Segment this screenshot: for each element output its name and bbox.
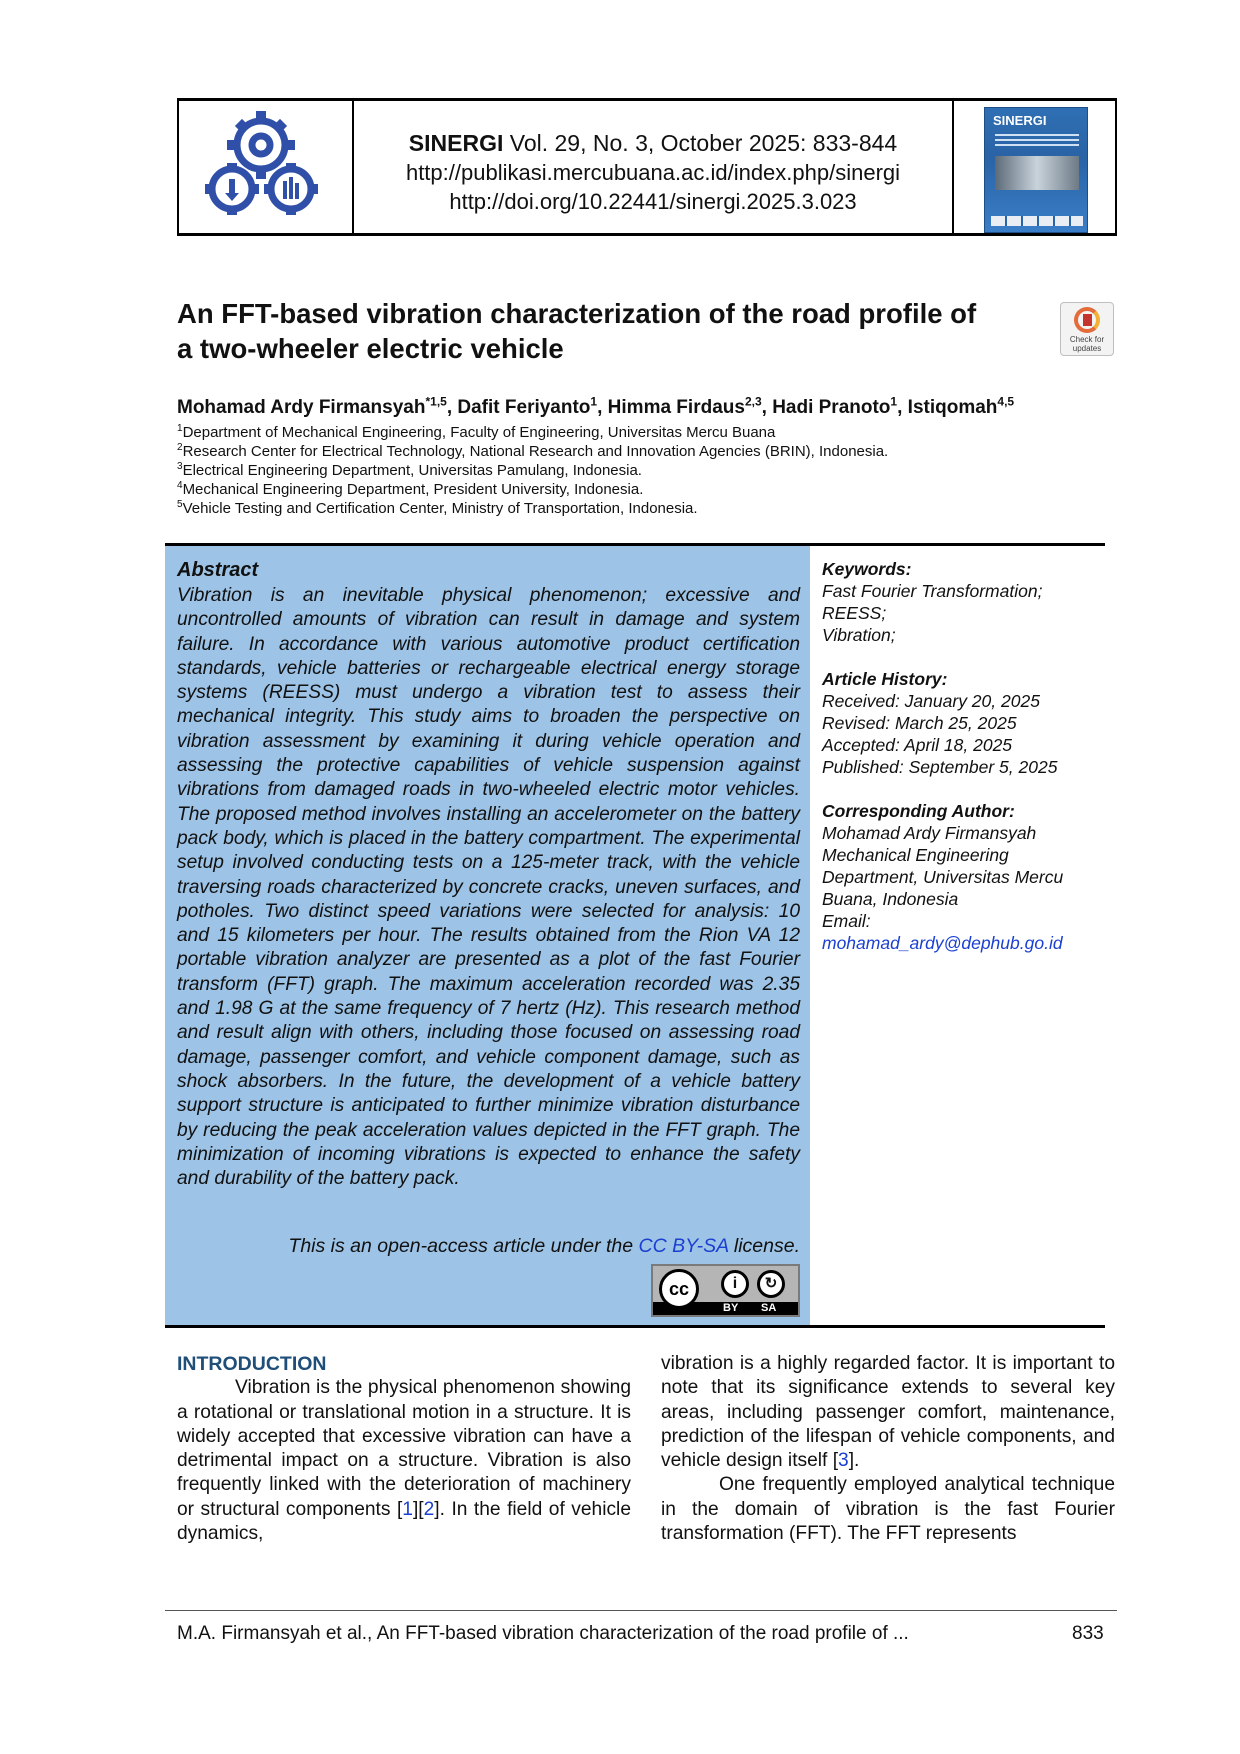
author-separator: , xyxy=(597,397,608,418)
author-name: Mohamad Ardy Firmansyah xyxy=(177,397,426,418)
abstract-text: Vibration is an inevitable physical phenomenon; excessive and uncontrolled amounts of vibration can result in damage and system failure. In accordance with various automotive product certification standards, vehicle batteries or rechargeable electrical energy storage systems (REESS) must undergo a vibration test to assess their mechanical integrity. This study aims to broaden the perspective on vibration assessment by examining it during vehicle operation and assessing the protective capabilities of vehicle suspension against vibrations from damaged roads in two-wheeled electric motor vehicles. The proposed method involves installing an accelerometer on the battery pack body, which is placed in the battery compartment. The experimental setup involved conducting tests on a 125-meter track, with the vehicle traversing roads characterized by concrete cracks, uneven surfaces, and potholes. Two distinct speed variations were selected for analysis: 10 and 15 kilometers per hour. The results obtained from the Rion VA 12 portable vibration analyzer are presented as a plot of the fast Fourier transform (FFT) graph. The maximum acceleration recorded was 2.35 and 1.98 G at the same frequency of 7 hertz (Hz). This research method and result align with others, including those focused on assessing road damage, passenger comfort, and vehicle component damage, such as shock absorbers. In the future, the development of a vehicle battery support structure is anticipated to further minimize vibration disturbance by reducing the peak acceleration values depicted in the FFT graph. The minimization of incoming vibrations is expected to enhance the safety and durability of the battery pack. xyxy=(177,585,800,1190)
author-name: Hadi Pranoto xyxy=(772,397,891,418)
journal-issue: Vol. 29, No. 3, October 2025: 833-844 xyxy=(509,130,898,156)
footer-citation: M.A. Firmansyah et al., An FFT-based vibration characterization of the road profile of ... xyxy=(177,1623,909,1644)
check-updates-line-1: Check for xyxy=(1069,335,1105,344)
intro-heading: INTRODUCTION xyxy=(177,1353,327,1375)
email-link[interactable]: mohamad_ardy@dephub.go.id xyxy=(822,933,1063,953)
paper-title xyxy=(177,296,1057,366)
affiliation-item xyxy=(177,461,1117,480)
author-separator: , xyxy=(897,397,908,418)
reference-link[interactable]: 2 xyxy=(423,1498,435,1520)
keyword-item: REESS; xyxy=(822,603,887,623)
affiliation-text: Mechanical Engineering Department, President University, Indonesia. xyxy=(182,481,644,498)
keywords-section xyxy=(822,558,1112,646)
history-accepted: Accepted: April 18, 2025 xyxy=(822,735,1013,755)
affiliation-list xyxy=(177,423,1117,518)
history-published: Published: September 5, 2025 xyxy=(822,757,1058,777)
corr-heading: Corresponding Author: xyxy=(822,801,1015,821)
keyword-item: Vibration; xyxy=(822,625,896,645)
corr-line: Department, Universitas Mercu xyxy=(822,867,1064,887)
badge-by-label: BY xyxy=(723,1302,739,1314)
author-list xyxy=(177,396,1117,420)
journal-cover-cell xyxy=(952,101,1117,233)
affiliation-number: 1 xyxy=(177,423,183,434)
author-separator: , xyxy=(446,397,458,418)
footer-rule xyxy=(165,1610,1117,1611)
abstract-bottom-rule xyxy=(165,1325,1105,1328)
page-number: 833 xyxy=(1072,1623,1104,1644)
keywords-heading: Keywords: xyxy=(822,559,912,579)
corr-line: Mohamad Ardy Firmansyah xyxy=(822,823,1037,843)
license-pre: This is an open-access article under the xyxy=(288,1235,639,1257)
affiliation-number: 2 xyxy=(177,442,183,453)
author-name: Himma Firdaus xyxy=(607,397,745,418)
author-affiliation-marker: 1 xyxy=(890,394,898,409)
keyword-item: Fast Fourier Transformation; xyxy=(822,581,1043,601)
gears-logo-icon xyxy=(199,109,339,227)
abstract-heading: Abstract xyxy=(177,559,259,581)
author-name: Istiqomah xyxy=(907,397,998,418)
license-link[interactable]: CC BY-SA xyxy=(638,1235,729,1257)
author-affiliation-marker: 4,5 xyxy=(997,394,1015,409)
title-line-1: An FFT-based vibration characterization of the road profile of xyxy=(177,298,977,329)
affiliation-number: 3 xyxy=(177,461,183,472)
article-history-section xyxy=(822,668,1112,778)
check-updates-line-2: updates xyxy=(1072,344,1102,353)
intro-paragraph xyxy=(661,1352,1115,1473)
author-affiliation-marker: 2,3 xyxy=(744,394,762,409)
cover-title: SINERGI xyxy=(993,113,1047,128)
journal-doi[interactable]: http://doi.org/10.22441/sinergi.2025.3.023 xyxy=(449,189,857,214)
affiliation-item xyxy=(177,442,1117,461)
history-revised: Revised: March 25, 2025 xyxy=(822,713,1017,733)
affiliation-number: 4 xyxy=(177,480,183,491)
email-label: Email: xyxy=(822,911,871,931)
history-heading: Article History: xyxy=(822,669,948,689)
license-statement xyxy=(177,1234,800,1258)
author-name: Dafit Feriyanto xyxy=(457,397,591,418)
affiliation-text: Vehicle Testing and Certification Center, Ministry of Transportation, Indonesia. xyxy=(182,500,698,517)
intro-text: ]. In the field of vehicle dynamics, xyxy=(177,1498,631,1545)
share-alike-icon: ↻ xyxy=(757,1270,785,1298)
journal-header xyxy=(177,98,1117,236)
intro-text: ]. xyxy=(848,1450,860,1472)
intro-text: vibration is a highly regarded factor. It is important to note that its significance extends to several key areas, including passenger comfort, maintenance, prediction of the lifespan of vehicle components, and vehicle design itself [ xyxy=(661,1353,1115,1472)
corresponding-author-section xyxy=(822,800,1112,954)
badge-sa-label: SA xyxy=(761,1302,777,1314)
intro-paragraph xyxy=(177,1376,631,1546)
affiliation-item xyxy=(177,480,1117,499)
license-post: license. xyxy=(728,1235,800,1257)
author-affiliation-marker: *1,5 xyxy=(425,394,447,409)
intro-text: ][ xyxy=(412,1498,424,1520)
journal-cover-image xyxy=(984,107,1088,233)
intro-left-column xyxy=(177,1352,631,1546)
author-separator: , xyxy=(761,397,773,418)
journal-logo-cell xyxy=(177,101,354,233)
journal-name: SINERGI xyxy=(408,130,504,156)
cc-icon: cc xyxy=(659,1269,699,1309)
cc-by-sa-badge[interactable] xyxy=(651,1264,800,1317)
affiliation-item xyxy=(177,423,1117,442)
title-line-2: a two-wheeler electric vehicle xyxy=(177,333,564,364)
journal-url[interactable]: http://publikasi.mercubuana.ac.id/index.php/sinergi xyxy=(405,160,901,185)
reference-link[interactable]: 3 xyxy=(838,1450,849,1472)
attribution-icon: i xyxy=(721,1270,749,1298)
history-received: Received: January 20, 2025 xyxy=(822,691,1040,711)
check-for-updates-badge[interactable] xyxy=(1060,302,1114,356)
affiliation-text: Department of Mechanical Engineering, Faculty of Engineering, Universitas Mercu Buana xyxy=(182,424,776,441)
journal-info xyxy=(354,101,952,233)
affiliation-item xyxy=(177,499,1117,518)
intro-paragraph: One frequently employed analytical technique in the domain of vibration is the fast Fourier transformation (FFT). The FFT represents xyxy=(661,1474,1115,1545)
affiliation-text: Research Center for Electrical Technology, National Research and Innovation Agencies (BRIN), Indonesia. xyxy=(182,443,889,460)
affiliation-number: 5 xyxy=(177,499,183,510)
corr-line: Buana, Indonesia xyxy=(822,889,959,909)
affiliation-text: Electrical Engineering Department, Universitas Pamulang, Indonesia. xyxy=(182,462,642,479)
intro-right-column xyxy=(661,1352,1115,1546)
corr-line: Mechanical Engineering xyxy=(822,845,1009,865)
author-affiliation-marker: 1 xyxy=(590,394,598,409)
intro-text: Vibration is the physical phenomenon showing a rotational or translational motion in a structure. It is widely accepted that excessive vibration can have a detrimental impact on a structure. Vibration is also frequently linked with the deterioration of machinery or structural components [ xyxy=(177,1377,631,1520)
reference-link[interactable]: 1 xyxy=(402,1498,413,1520)
